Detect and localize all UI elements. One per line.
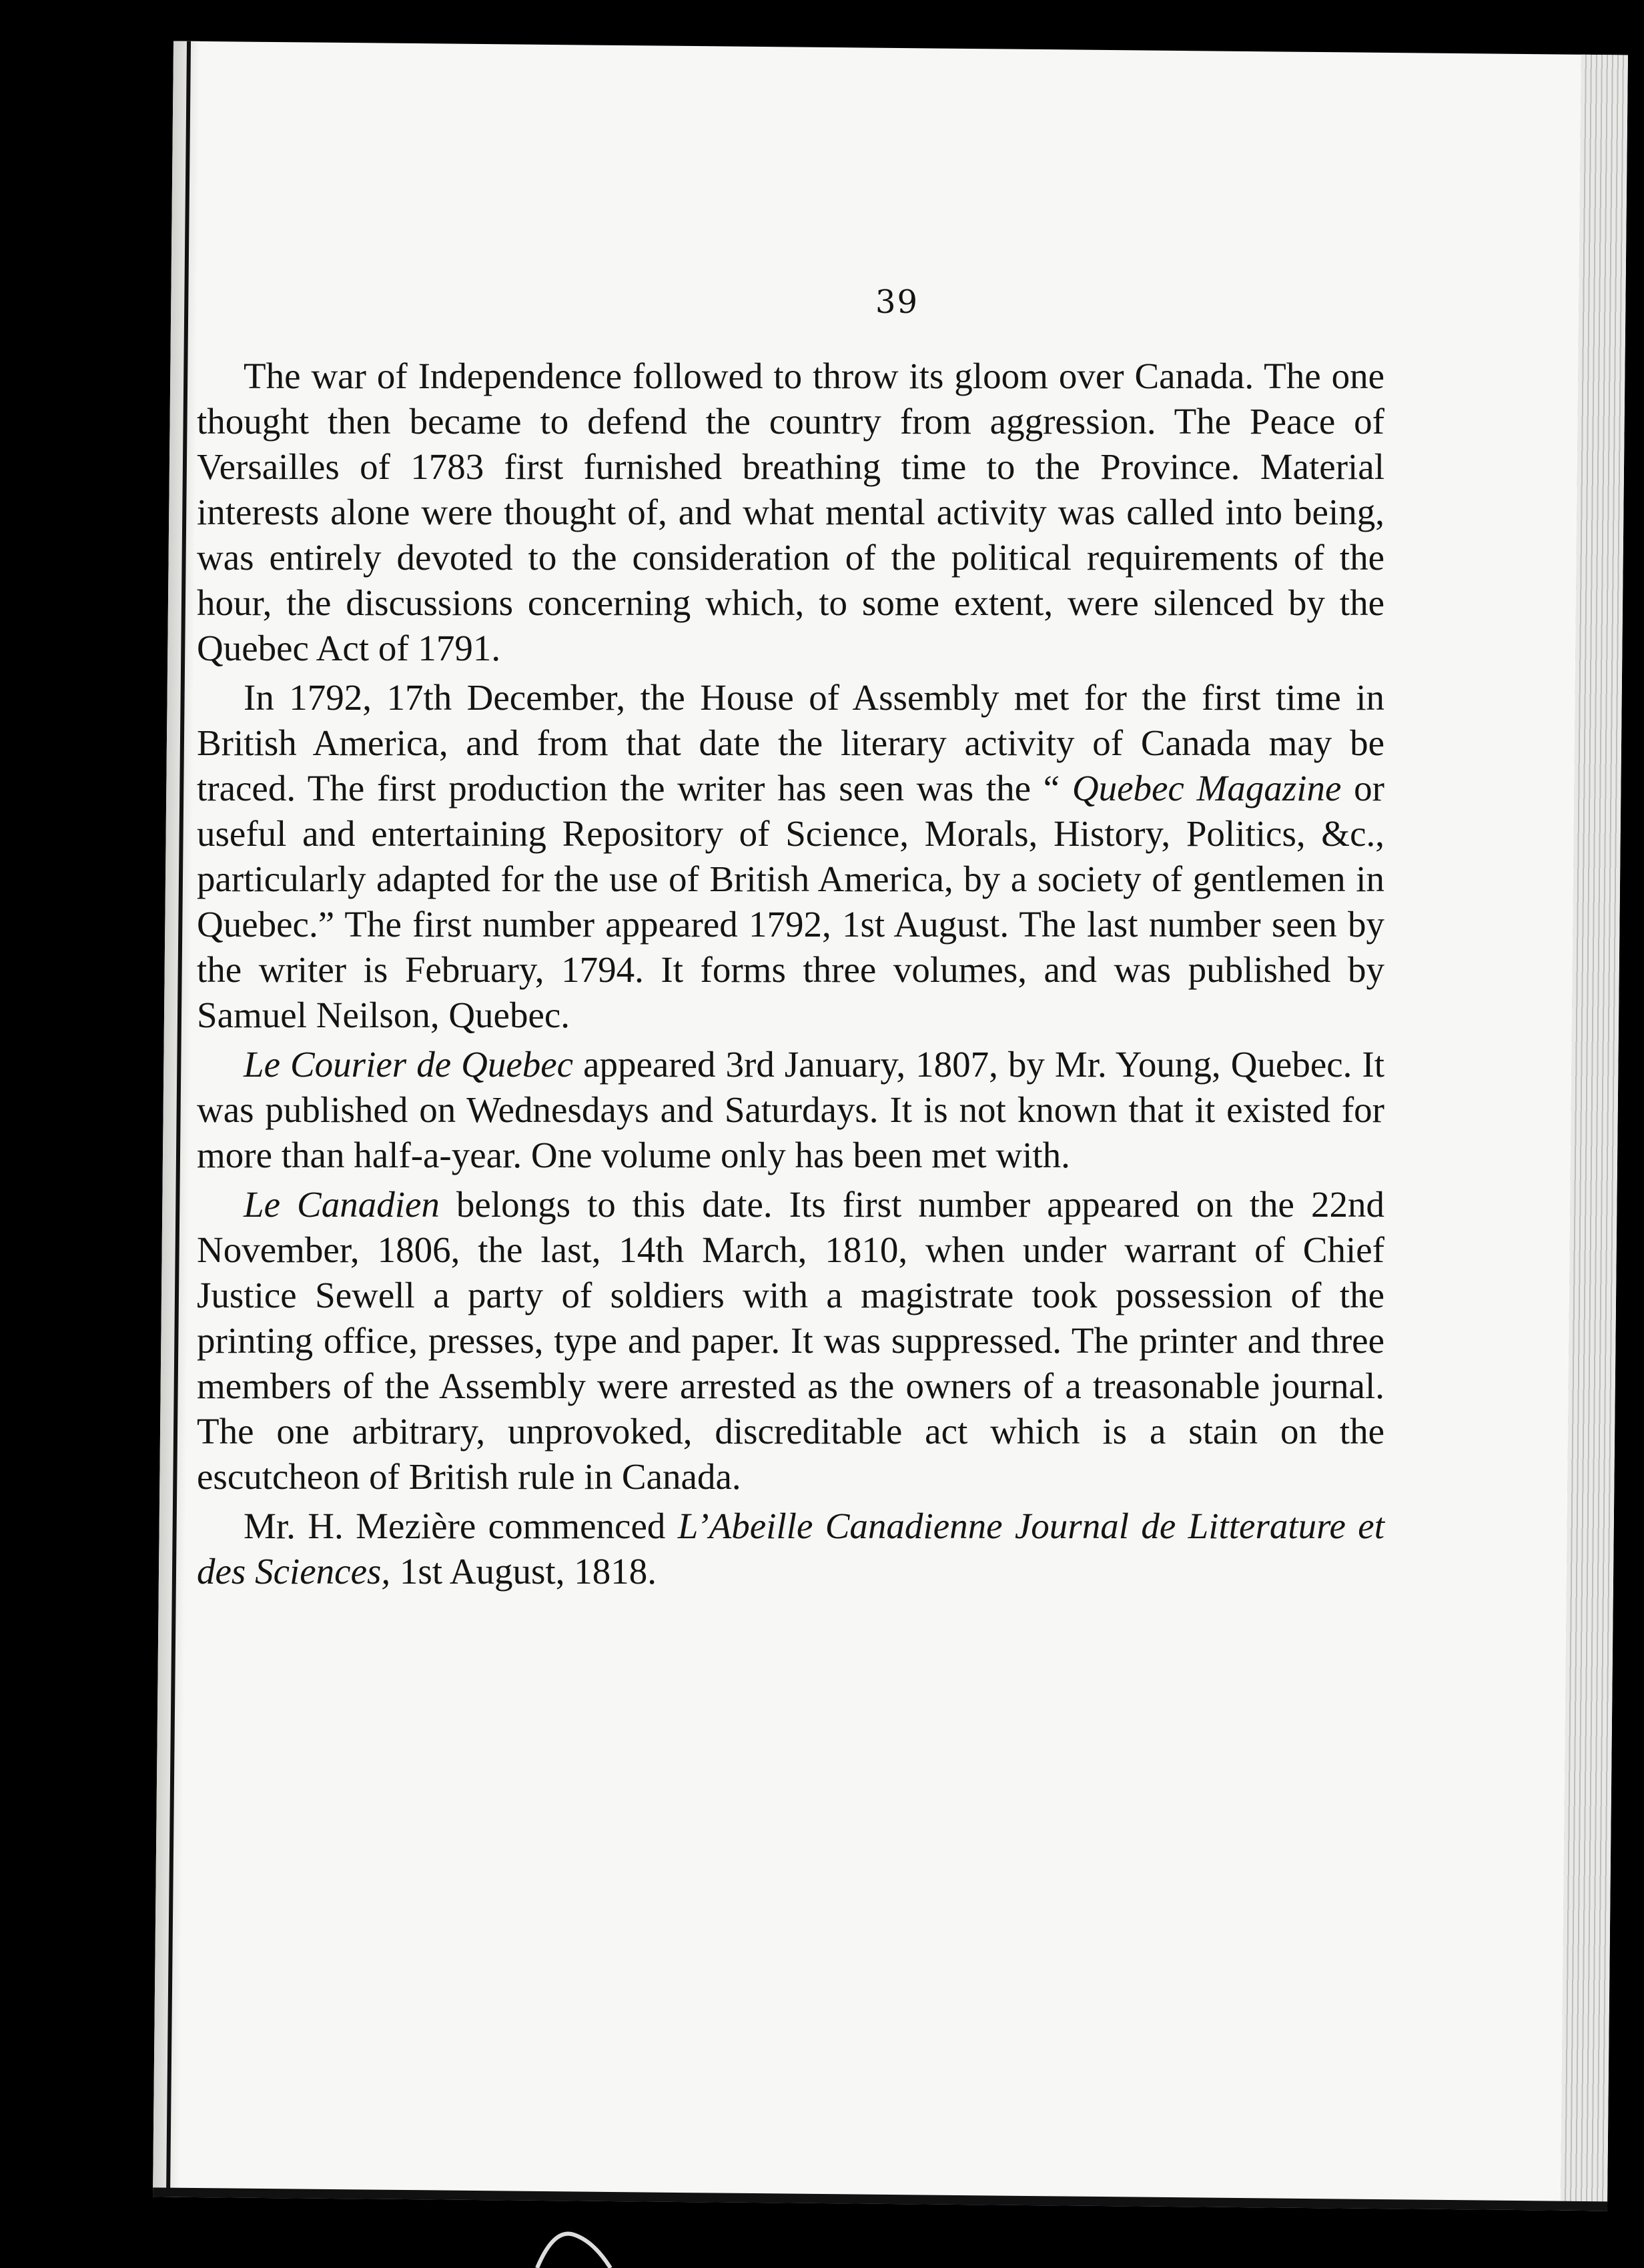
periodical-title: Le Canadien (244, 1184, 440, 1225)
paragraph (197, 354, 1384, 671)
periodical-title: Le Courier de Quebec (244, 1044, 574, 1085)
page-bottom-edge (153, 2187, 1607, 2211)
text-run: The war of Independence followed to throw its gloom over Canada. The one thought then became to defend the country from aggression. The Peace of Versailles of 1783 first furnished breathing time to the Province. Material interests alone were thought of, and what mental activity was called into being, was entirely devoted to the consideration of the political requirements of the hour, the discussions concerning which, to some extent, were silenced by the Quebec Act of 1791. (197, 356, 1384, 668)
paragraph (197, 675, 1384, 1038)
text-run: or useful and entertaining Repository of Science, Morals, History, Politics, &c., particularly adapted for the use of British America, by a society of gentlemen in Quebec.” The first number appeared 1792, 1st August. The last number seen by the writer is February, 1794. It forms three volumes, and was published by Samuel Neilson, Quebec. (197, 768, 1384, 1035)
text-run: 1st August, 1818. (390, 1551, 657, 1592)
text-run: belongs to this date. Its first number appeared on the 22nd November, 1806, the last, 14th March, 1810, when under warrant of Chief Justice Sewell a party of soldiers with a magistrate took possession of the printing office, presses, type and paper. It was suppressed. The printer and three members of the Assembly were arrested as the owners of a treasonable journal. The one arbitrary, unprovoked, discreditable act which is a stain on the escutcheon of British rule in Canada. (197, 1184, 1384, 1497)
periodical-title: Quebec Magazine (1072, 768, 1342, 808)
periodical-title: L’Abeille Canadienne Journal de Litterature et des Sciences, (197, 1506, 1384, 1592)
paragraph (197, 1504, 1384, 1594)
page-stack-edge (1561, 55, 1628, 2211)
paragraph (197, 1182, 1384, 1500)
page-number: 39 (875, 284, 919, 321)
scan-artifact-icon (534, 2221, 614, 2268)
text-run: appeared 3rd January, 1807, by Mr. Young, Quebec. It was published on Wednesdays and Saturdays. It is not known that it existed for more than half-a-year. One volume only has been met with. (197, 1044, 1384, 1175)
text-run: Mr. H. Mezière commenced (244, 1506, 678, 1546)
text-run: In 1792, 17th December, the House of Assembly met for the first time in British America, and from that date the literary activity of Canada may be traced. The first production the writer has seen was the “ (197, 677, 1384, 808)
paragraph (197, 1042, 1384, 1178)
body-text (197, 354, 1384, 1594)
